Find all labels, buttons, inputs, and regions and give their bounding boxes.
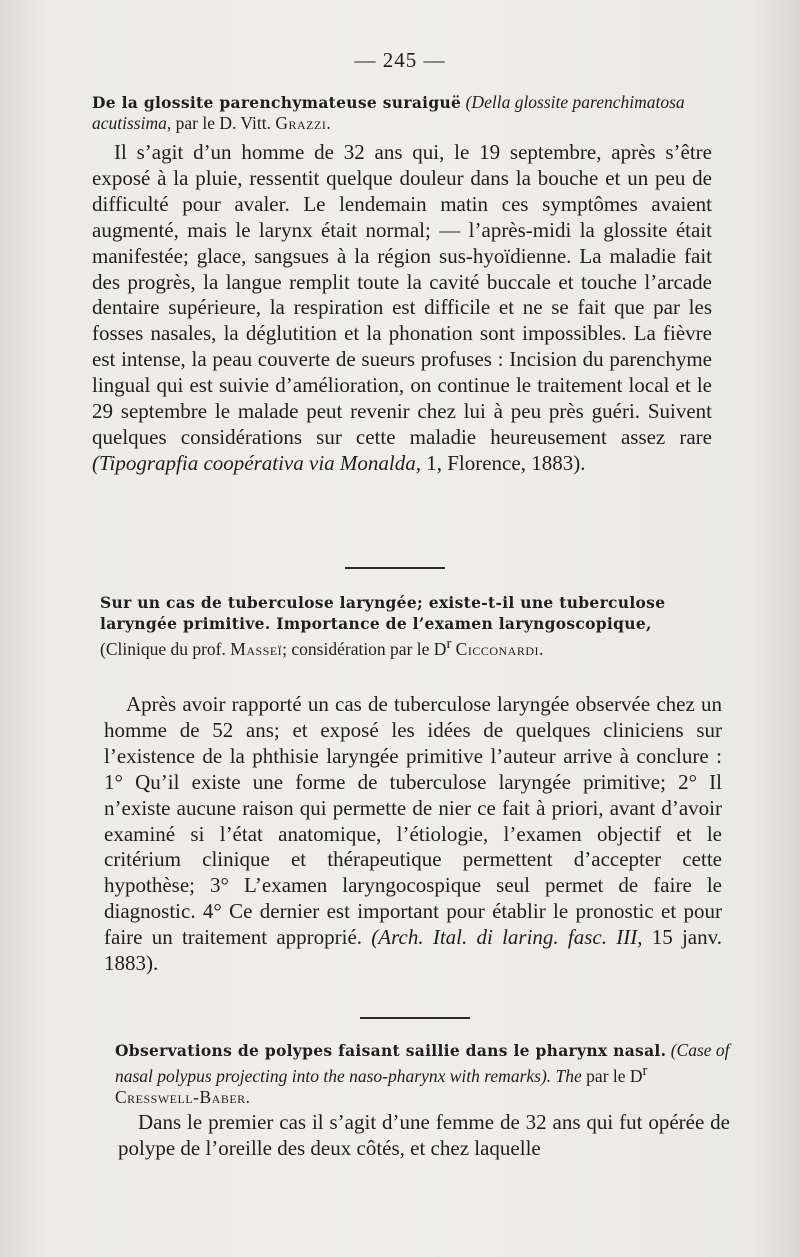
article-1-title: De la glossite parenchymateuse suraiguë [92,93,462,112]
article-3-heading [115,1040,730,1108]
article-3-italic-title: (Case of nasal polypus projecting into the naso-pharynx with remarks). The [115,1040,730,1086]
article-1-byline: par le D. Vitt. [175,113,271,133]
article-1-heading [92,92,732,134]
article-1-source: (Tipograpfia coopérativa via Monalda, [92,450,421,475]
article-3-author: Cresswell-Baber. [115,1086,251,1107]
article-1-text: Il s’agit d’un homme de 32 ans qui, le 19 septembre, après s’être exposé à la pluie, ressentit quelque douleur dans la bouche et un peu de difficulté pour avaler. Le lendemain matin ces symptômes avaient augmenté, mais le larynx était normal; — l’après-midi la glossite était manifestée; glace, sangsues à la région sus-hyoïdienne. La maladie fait des progrès, la langue remplit toute la cavité buccale et touche l’arcade dentaire supérieure, la respiration est difficile et ne se fait que par les fosses nasales, la déglutition et la phonation sont impossibles. La fièvre est intense, la peau couverte de sueurs profuses : Incision du parenchyme lingual qui est suivie d’amélioration, on continue le traitement local et le 29 septembre le malade peut revenir chez lui à peu près guéri. Suivent quelques considérations sur cette maladie heureusement assez rare [92,140,712,449]
article-3-byline: par le D [586,1065,643,1086]
article-2-byline-middle: ; considération par le D [282,638,447,659]
article-1-italic-title: (Della glossite parenchimatosa acutissima, [92,92,685,133]
article-2-source-end: 15 janv. 1883). [104,925,723,976]
article-2-source: (Arch. Ital. di laring. fasc. III, [371,925,643,950]
article-3-title: Observations de polypes faisant saillie dans le pharynx nasal. [115,1041,667,1060]
article-1-source-end: 1, Florence, 1883). [426,450,586,475]
section-divider [345,567,445,569]
article-2-author: Cicconardi. [455,638,544,659]
article-1-body [92,140,712,477]
article-2-title: Sur un cas de tuberculose laryngée; existe-t-il une tuberculose laryngée primitive. Importance de l’examen laryngoscopique, [100,593,666,633]
article-2-text: Après avoir rapporté un cas de tuberculose laryngée observée chez un homme de 52 ans; et exposé les idées de quelques cliniciens sur l’existence de la phthisie laryngée primitive l’auteur arrive à conclure : 1° Qu’il existe une forme de tuberculose laryngée primitive; 2° Il n’existe aucune raison qui permette de nier ce fait à priori, avant d’avoir examiné si l’état anatomique, l’étiologie, l’examen objectif et le critérium clinique et thérapeutique permettent d’accepter cette hypothèse; 3° L’examen laryngocospique seul permet de faire le diagnostic. 4° Ce dernier est important pour établir le pronostic et pour faire un traitement approprié. [104,692,722,950]
article-3-dr-sup: r [642,1063,648,1079]
section-divider-2 [360,1017,470,1019]
article-2-professor: Masseï [230,638,283,659]
article-2-dr-sup: r [446,636,452,652]
article-1-author: Grazzi. [275,113,332,133]
article-2-body [104,692,722,977]
article-2-heading [100,592,720,660]
article-2-byline: (Clinique du prof. [100,638,226,659]
article-3-body [118,1110,730,1162]
page-number: — 245 — [354,48,446,72]
article-3-text: Dans le premier cas il s’agit d’une femme de 32 ans qui fut opérée de polype de l’oreille des deux côtés, et chez laquelle [118,1110,730,1160]
